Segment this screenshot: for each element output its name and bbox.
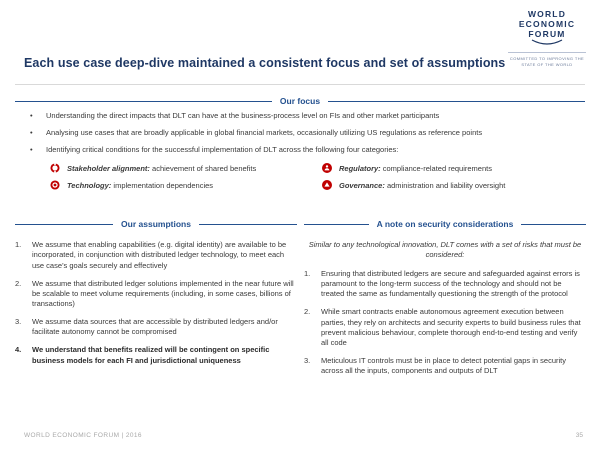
item-text: We understand that benefits realized will be contingent on specific business models for each FI and jurisdictional uniqueness [32,345,270,365]
wef-logo-line2: ECONOMIC [518,18,576,29]
list-item [15,345,297,366]
footer-source: WORLD ECONOMIC FORUM | 2016 [24,432,142,439]
category-desc: implementation dependencies [113,180,214,190]
bullet-marker [28,128,46,145]
item-text: We assume that enabling capabilities (e.g. digital identity) are available to be incorporated, in conjunction with distributed ledger technology, to meet each use case’s goals securely and effectively [32,240,287,270]
assumptions-heading: Our assumptions [121,219,191,229]
category-desc: achievement of shared benefits [152,163,257,173]
bullet-marker [28,145,46,162]
item-number: 3. [15,317,22,327]
category-text [339,164,492,173]
category-text [67,181,213,190]
focus-bullet-list [28,111,584,162]
category-desc: compliance-related requirements [382,163,492,173]
category-stakeholder-alignment [50,163,322,173]
security-intro: Similar to any technological innovation, DLT comes with a set of risks that must be considered: [308,240,582,260]
wef-logo [508,10,586,68]
item-text: We assume data sources that are accessible by distributed ledgers and/or facilitate autonomy cannot be compromised [32,317,278,337]
bullet-text: Analysing use cases that are broadly applicable in global financial markets, occasionally utilizing US regulations as reference points [46,128,483,137]
category-label: Governance: [339,180,385,190]
category-governance [322,180,586,190]
security-section-header [304,219,586,229]
page-number: 35 [575,432,583,439]
category-label: Stakeholder alignment: [67,163,150,173]
category-desc: administration and liability oversight [386,180,506,190]
list-item [15,240,297,271]
wef-logo-tagline: COMMITTED TO IMPROVING THE STATE OF THE WORLD [508,52,586,68]
item-text: While smart contracts enable autonomous agreement execution between parties, they rely on architects and security experts to build business rules that prevent malicious behaviour, complete thorough end-to-end testing and verify all code [321,307,581,348]
bullet-text: Identifying critical conditions for the successful implementation of DLT across the following four categories: [46,145,399,154]
wef-logo-line3: FORUM [528,28,566,39]
security-heading: A note on security considerations [376,219,514,229]
category-technology [50,180,322,190]
category-grid [50,163,586,190]
item-text: We assume that distributed ledger solutions implemented in the near future will be scalable to meet volume requirements (including, in some cases, billions of transactions) [32,278,294,309]
wef-logo-arc-icon [530,39,564,47]
list-item [304,356,586,377]
assumptions-section-header [15,219,297,229]
category-text [339,181,505,190]
list-item [15,317,297,338]
header-line-right [521,224,586,225]
item-number: 1. [304,268,311,278]
header-line-right [328,101,585,102]
category-text [67,164,256,173]
item-number: 3. [304,356,311,366]
header-line-left [15,101,272,102]
item-text: Ensuring that distributed ledgers are secure and safeguarded against errors is paramount to the long-term success of the technology and should not be treated the same as fundamentally questioning the strength of the protocol [321,268,580,299]
wef-logo-line1: WORLD [527,9,567,19]
governance-icon [322,180,332,190]
list-item [304,307,586,348]
focus-section-header [15,96,585,106]
category-label: Technology: [67,180,112,190]
item-number: 2. [15,278,22,288]
list-item [304,269,586,300]
regulatory-icon [322,163,332,173]
bullet-text: Understanding the direct impacts that DLT can have at the business-process level on FIs and other market participants [46,111,440,120]
list-item [15,279,297,310]
security-section [304,219,586,384]
category-regulatory [322,163,586,173]
focus-heading: Our focus [279,96,321,106]
list-item [28,128,584,145]
list-item [28,111,584,128]
category-label: Regulatory: [339,163,381,173]
page-title: Each use case deep-dive maintained a consistent focus and set of assumptions [24,56,506,70]
technology-icon [50,180,60,190]
header-line-right [199,224,297,225]
header-line-left [15,224,113,225]
list-item [28,145,584,162]
wef-logo-wordmark [508,10,586,39]
item-number: 2. [304,307,311,317]
assumptions-section [15,219,297,373]
item-text: Meticulous IT controls must be in place to detect potential gaps in security across all the inputs, components and outputs of DLT [321,356,566,376]
title-divider [15,84,585,85]
item-number: 1. [15,240,22,249]
header-line-left [304,224,369,225]
bullet-marker [28,111,46,128]
stakeholder-alignment-icon [50,163,60,173]
item-number: 4. [15,345,22,355]
